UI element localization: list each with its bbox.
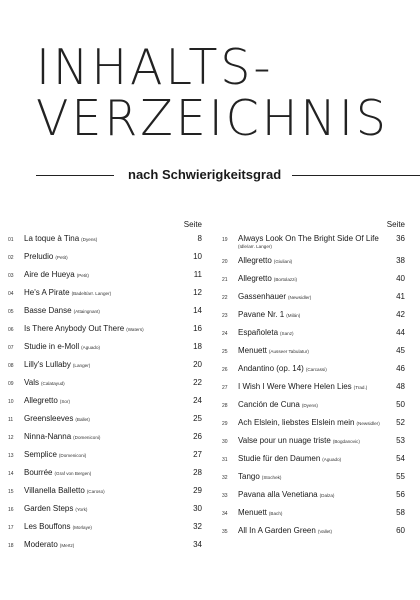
toc-entry <box>8 376 204 394</box>
subtitle-rule-left <box>36 175 114 176</box>
entry-title-group <box>24 414 180 423</box>
entry-page: 46 <box>396 364 405 373</box>
entry-title: Pavane Nr. 1 <box>238 310 285 319</box>
entry-composer: (Morlaye) <box>72 525 92 530</box>
entry-title: Studie in e-Moll <box>24 342 80 351</box>
entry-number: 34 <box>222 511 228 517</box>
entry-page: 28 <box>193 468 202 477</box>
toc-entry <box>8 322 204 340</box>
entry-composer: (Graf von Bergen) <box>54 471 92 476</box>
entry-title-group <box>238 346 383 355</box>
toc-entry <box>222 470 407 488</box>
entry-page: 45 <box>396 346 405 355</box>
toc-entry <box>222 452 407 470</box>
toc-entry <box>222 434 407 452</box>
entry-page: 48 <box>396 382 405 391</box>
toc-entry <box>8 466 204 484</box>
entry-number: 08 <box>8 363 14 369</box>
toc-entry <box>8 520 204 538</box>
entry-title: Pavana alla Venetiana <box>238 490 318 499</box>
toc-entry <box>222 380 407 398</box>
entry-number: 35 <box>222 529 228 535</box>
entry-title-group <box>24 468 180 477</box>
entry-title-group <box>24 252 180 261</box>
entry-number: 03 <box>8 273 14 279</box>
entry-title-group <box>24 450 180 459</box>
entry-title: Españoleta <box>238 328 279 337</box>
toc-entry <box>8 250 204 268</box>
entry-title-group <box>238 454 383 463</box>
entry-page: 24 <box>193 396 202 405</box>
entry-title: Garden Steps <box>24 504 74 513</box>
toc-column-right <box>222 220 407 542</box>
entry-composer: (Caroso) <box>86 489 105 494</box>
entry-composer: (Sanz) <box>280 331 294 336</box>
title-line-1: INHALTS- <box>36 39 274 96</box>
entry-number: 23 <box>222 313 228 319</box>
subtitle: nach Schwierigkeitsgrad <box>128 167 282 182</box>
entry-page: 58 <box>396 508 405 517</box>
entry-title-group <box>24 504 180 513</box>
toc-entry <box>8 394 204 412</box>
entry-number: 25 <box>222 349 228 355</box>
toc-entry <box>222 308 407 326</box>
entry-title: Greensleeves <box>24 414 74 423</box>
entry-page: 44 <box>396 328 405 337</box>
entry-number: 19 <box>222 237 228 243</box>
entry-composer: (Mertz) <box>59 543 75 548</box>
entry-composer: (Dyens) <box>301 403 318 408</box>
toc-entry <box>222 506 407 524</box>
entry-title-group <box>238 328 383 337</box>
subtitle-rule-right <box>292 175 420 176</box>
entry-title-group <box>24 324 180 333</box>
entry-number: 10 <box>8 399 14 405</box>
entry-number: 20 <box>222 259 228 265</box>
entry-title-group <box>238 436 383 445</box>
entry-number: 14 <box>8 471 14 477</box>
entry-composer: (Langer) <box>72 363 91 368</box>
entry-page: 40 <box>396 274 405 283</box>
entry-title: Tango <box>238 472 260 481</box>
entry-title: All In A Garden Green <box>238 526 316 535</box>
entry-number: 17 <box>8 525 14 531</box>
entry-title: Les Bouffons <box>24 522 71 531</box>
entry-page: 26 <box>193 432 202 441</box>
entry-number: 07 <box>8 345 14 351</box>
entry-title: Allegretto <box>238 274 272 283</box>
entry-composer: (Ausseer Tabulatur) <box>268 349 309 354</box>
entry-title: Semplice <box>24 450 57 459</box>
toc-entry <box>8 430 204 448</box>
toc-entry <box>8 502 204 520</box>
subtitle-row <box>36 167 420 183</box>
entry-title-group <box>24 306 180 315</box>
entry-composer: (Bortolazzi) <box>273 277 298 282</box>
toc-entry <box>8 232 204 250</box>
entry-title: Bourrée <box>24 468 53 477</box>
entry-page: 20 <box>193 360 202 369</box>
toc-entry <box>8 340 204 358</box>
entry-number: 16 <box>8 507 14 513</box>
entry-number: 13 <box>8 453 14 459</box>
entry-composer: (Bach) <box>268 511 283 516</box>
toc-entry <box>222 232 407 254</box>
entry-title: Studie für den Daumen <box>238 454 321 463</box>
entry-page: 22 <box>193 378 202 387</box>
entry-title-group <box>238 490 383 499</box>
title-line-2: VERZEICHNIS <box>36 90 389 147</box>
entry-title-group <box>238 382 383 391</box>
toc-entry <box>8 358 204 376</box>
entry-page: 53 <box>396 436 405 445</box>
entry-number: 18 <box>8 543 14 549</box>
entry-page: 42 <box>396 310 405 319</box>
entry-number: 04 <box>8 291 14 297</box>
toc-list-left <box>8 232 204 556</box>
entry-title: Allegretto <box>24 396 58 405</box>
toc-entry <box>8 268 204 286</box>
entry-title: Canción de Cuna <box>238 400 300 409</box>
entry-title-group <box>24 486 180 495</box>
entry-title: He's A Pirate <box>24 288 70 297</box>
entry-title: Gassenhauer <box>238 292 287 301</box>
toc-entry <box>222 362 407 380</box>
entry-title: La toque à Tina <box>24 234 80 243</box>
entry-number: 24 <box>222 331 228 337</box>
entry-composer: (Domeniconi) <box>73 435 101 440</box>
entry-title: Villanella Balletto <box>24 486 85 495</box>
entry-title-group <box>24 342 180 351</box>
entry-number: 22 <box>222 295 228 301</box>
entry-composer: (Stochek) <box>261 475 282 480</box>
entry-title-group <box>238 526 383 535</box>
toc-entry <box>222 524 407 542</box>
toc-list-right <box>222 232 407 542</box>
toc-entry <box>8 286 204 304</box>
entry-title: Is There Anybody Out There <box>24 324 125 333</box>
entry-composer: (Badelt/arr. Langer) <box>71 291 112 296</box>
entry-title: Ach Elslein, liebstes Elslein mein <box>238 418 355 427</box>
entry-number: 11 <box>8 417 14 423</box>
entry-composer: (Dalza) <box>319 493 335 498</box>
toc-entry <box>8 538 204 556</box>
entry-title: Valse pour un nuage triste <box>238 436 331 445</box>
toc-entry <box>222 254 407 272</box>
entry-title-group <box>238 256 383 265</box>
entry-number: 01 <box>8 237 14 243</box>
entry-title-group <box>238 418 383 427</box>
entry-title: Aire de Hueya <box>24 270 75 279</box>
entry-page: 18 <box>193 342 202 351</box>
entry-title-group <box>24 540 180 549</box>
entry-title: Menuett <box>238 508 267 517</box>
entry-title-group <box>24 360 180 369</box>
entry-page: 11 <box>193 270 202 279</box>
entry-page: 12 <box>193 288 202 297</box>
entry-number: 15 <box>8 489 14 495</box>
entry-page: 38 <box>396 256 405 265</box>
entry-composer: (Petit) <box>76 273 89 278</box>
entry-page: 50 <box>396 400 405 409</box>
entry-composer: (Giuliani) <box>273 259 293 264</box>
entry-page: 30 <box>193 504 202 513</box>
entry-number: 05 <box>8 309 14 315</box>
entry-title: Always Look On The Bright Side Of Life <box>238 234 379 243</box>
toc-entry <box>8 412 204 430</box>
entry-page: 41 <box>396 292 405 301</box>
entry-composer: (Petit) <box>55 255 68 260</box>
entry-page: 34 <box>193 540 202 549</box>
entry-title: Preludio <box>24 252 54 261</box>
entry-number: 26 <box>222 367 228 373</box>
entry-title-group <box>238 234 383 249</box>
entry-composer: (Newsidler) <box>288 295 312 300</box>
entry-number: 32 <box>222 475 228 481</box>
entry-title: Lilly's Lullaby <box>24 360 71 369</box>
entry-composer: (Dyens) <box>81 237 98 242</box>
entry-composer: (Newsidler) <box>356 421 380 426</box>
entry-title: Moderato <box>24 540 58 549</box>
entry-page: 32 <box>193 522 202 531</box>
entry-composer: (Aguado) <box>322 457 342 462</box>
entry-title-group <box>24 270 180 279</box>
page-column-header: Seite <box>183 220 202 229</box>
entry-number: 28 <box>222 403 228 409</box>
entry-number: 09 <box>8 381 14 387</box>
entry-page: 56 <box>396 490 405 499</box>
entry-title-group <box>238 292 383 301</box>
entry-number: 02 <box>8 255 14 261</box>
toc-entry <box>8 484 204 502</box>
entry-composer: (Calatayud) <box>40 381 65 386</box>
entry-composer: (Bogdanovic) <box>332 439 360 444</box>
entry-number: 30 <box>222 439 228 445</box>
entry-number: 27 <box>222 385 228 391</box>
entry-page: 29 <box>193 486 202 495</box>
entry-page: 16 <box>193 324 202 333</box>
entry-composer: (York) <box>75 507 88 512</box>
entry-title: Allegretto <box>238 256 272 265</box>
entry-title-group <box>24 378 180 387</box>
entry-number: 21 <box>222 277 228 283</box>
toc-entry <box>222 290 407 308</box>
page-column-header: Seite <box>386 220 405 229</box>
entry-title-group <box>238 310 383 319</box>
toc-entry <box>222 326 407 344</box>
entry-page: 25 <box>193 414 202 423</box>
entry-page: 60 <box>396 526 405 535</box>
entry-title-group <box>24 432 180 441</box>
entry-composer: (Vallet) <box>317 529 333 534</box>
entry-number: 31 <box>222 457 228 463</box>
entry-title-group <box>238 508 383 517</box>
toc-entry <box>222 344 407 362</box>
entry-title: Menuett <box>238 346 267 355</box>
toc-entry <box>222 416 407 434</box>
entry-composer: (Ballet) <box>75 417 90 422</box>
toc-entry <box>222 488 407 506</box>
entry-number: 06 <box>8 327 14 333</box>
entry-page: 36 <box>396 234 405 243</box>
toc-entry <box>222 272 407 290</box>
entry-title-group <box>238 364 383 373</box>
entry-composer: (Trad.) <box>353 385 368 390</box>
entry-page: 10 <box>193 252 202 261</box>
entry-page: 52 <box>396 418 405 427</box>
entry-number: 29 <box>222 421 228 427</box>
entry-page: 14 <box>193 306 202 315</box>
toc-column-left <box>8 220 204 556</box>
entry-composer: (Domeniconi) <box>58 453 87 458</box>
entry-title: Basse Danse <box>24 306 72 315</box>
entry-number: 33 <box>222 493 228 499</box>
entry-title-group <box>238 472 383 481</box>
entry-composer: (Idle/arr. Langer) <box>238 244 272 249</box>
entry-title: Vals <box>24 378 39 387</box>
toc-entry <box>8 304 204 322</box>
entry-title-group <box>238 274 383 283</box>
entry-title-group <box>24 522 180 531</box>
entry-page: 54 <box>396 454 405 463</box>
entry-composer: (Waters) <box>126 327 144 332</box>
entry-title: I Wish I Were Where Helen Lies <box>238 382 352 391</box>
entry-page: 8 <box>197 234 202 243</box>
entry-composer: (Carcassi) <box>305 367 327 372</box>
entry-number: 12 <box>8 435 14 441</box>
entry-page: 27 <box>193 450 202 459</box>
entry-title-group <box>24 396 180 405</box>
entry-title-group <box>238 400 383 409</box>
entry-composer: (Milán) <box>286 313 301 318</box>
entry-page: 55 <box>396 472 405 481</box>
entry-title: Andantino (op. 14) <box>238 364 304 373</box>
toc-entry <box>222 398 407 416</box>
entry-title-group <box>24 288 180 297</box>
entry-title-group <box>24 234 180 243</box>
entry-composer: (Attaingnant) <box>73 309 100 314</box>
toc-entry <box>8 448 204 466</box>
entry-title: Ninna-Nanna <box>24 432 72 441</box>
page-title <box>36 39 389 147</box>
entry-composer: (Sor) <box>59 399 71 404</box>
entry-composer: (Aguado) <box>81 345 101 350</box>
